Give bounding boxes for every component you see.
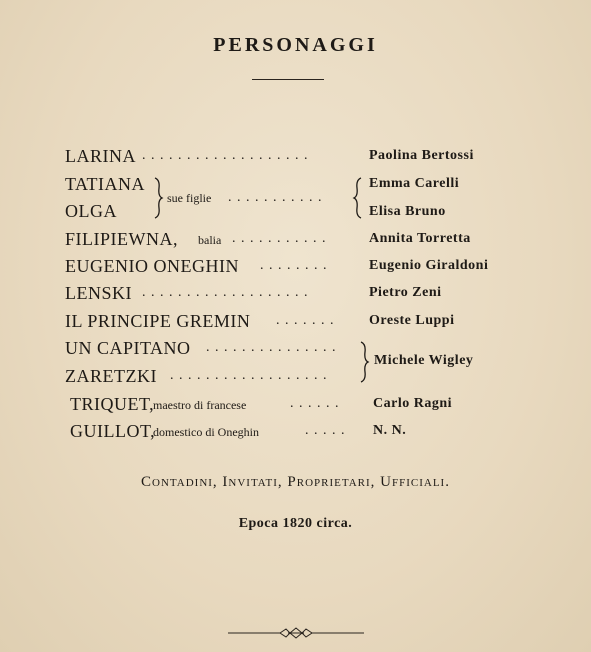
leader-dots: . . . . . . . . <box>260 258 328 273</box>
chorus-line: Contadini, Invitati, Proprietari, Ufficiali. <box>141 474 450 490</box>
ornament-divider <box>228 626 364 640</box>
actor-tatiana: Emma Carelli <box>369 176 460 191</box>
role-un-capitano: UN CAPITANO <box>65 338 191 358</box>
leader-dots: . . . . . . . . . . . . . . . . . . . <box>142 148 309 163</box>
note-balia: balia <box>198 233 222 247</box>
leader-dots: . . . . . . . . . . . <box>228 190 323 205</box>
actor-filipiewna: Annita Torretta <box>369 231 471 246</box>
leader-dots: . . . . . . . . . . . <box>232 231 327 246</box>
actor-triquet: Carlo Ragni <box>373 396 452 411</box>
note-sue-figlie: sue figlie <box>167 191 212 205</box>
page-title: PERSONAGGI <box>213 34 378 56</box>
role-tatiana: TATIANA <box>65 174 146 194</box>
leader-dots: . . . . . . . . . . . . . . . . . . <box>170 368 328 383</box>
leader-dots: . . . . . . . . . . . . . . . . . . . <box>142 285 309 300</box>
actor-guillot: N. N. <box>373 423 407 438</box>
actor-olga: Elisa Bruno <box>369 204 446 219</box>
role-triquet: TRIQUET, <box>70 394 155 414</box>
actor-lenski: Pietro Zeni <box>369 285 442 300</box>
leader-dots: . . . . . . <box>290 396 340 411</box>
actor-eugenio-oneghin: Eugenio Giraldoni <box>369 258 489 273</box>
actor-capitano-zaretzki: Michele Wigley <box>374 353 474 368</box>
role-principe-gremin: IL PRINCIPE GREMIN <box>65 311 251 331</box>
title-underline <box>252 79 324 80</box>
role-guillot: GUILLOT, <box>70 421 156 441</box>
right-brace-sisters <box>352 176 364 220</box>
leader-dots: . . . . . <box>305 423 346 438</box>
note-maestro-di-francese: maestro di francese <box>153 398 247 412</box>
role-zaretzki: ZARETZKI <box>65 366 157 386</box>
role-lenski: LENSKI <box>65 283 132 303</box>
actor-larina: Paolina Bertossi <box>369 148 474 163</box>
role-larina: LARINA <box>65 146 136 166</box>
leader-dots: . . . . . . . . . . . . . . . <box>206 340 337 355</box>
actor-principe-gremin: Oreste Luppi <box>369 313 455 328</box>
epoch-line: Epoca 1820 circa. <box>238 516 353 531</box>
leader-dots: . . . . . . . <box>276 313 335 328</box>
note-domestico-di-oneghin: domestico di Oneghin <box>153 425 259 439</box>
left-brace-sisters <box>152 176 164 220</box>
role-olga: OLGA <box>65 201 117 221</box>
role-eugenio-oneghin: EUGENIO ONEGHIN <box>65 256 239 276</box>
role-filipiewna: FILIPIEWNA, <box>65 229 178 249</box>
right-brace-capitano-zaretzki <box>358 340 370 384</box>
